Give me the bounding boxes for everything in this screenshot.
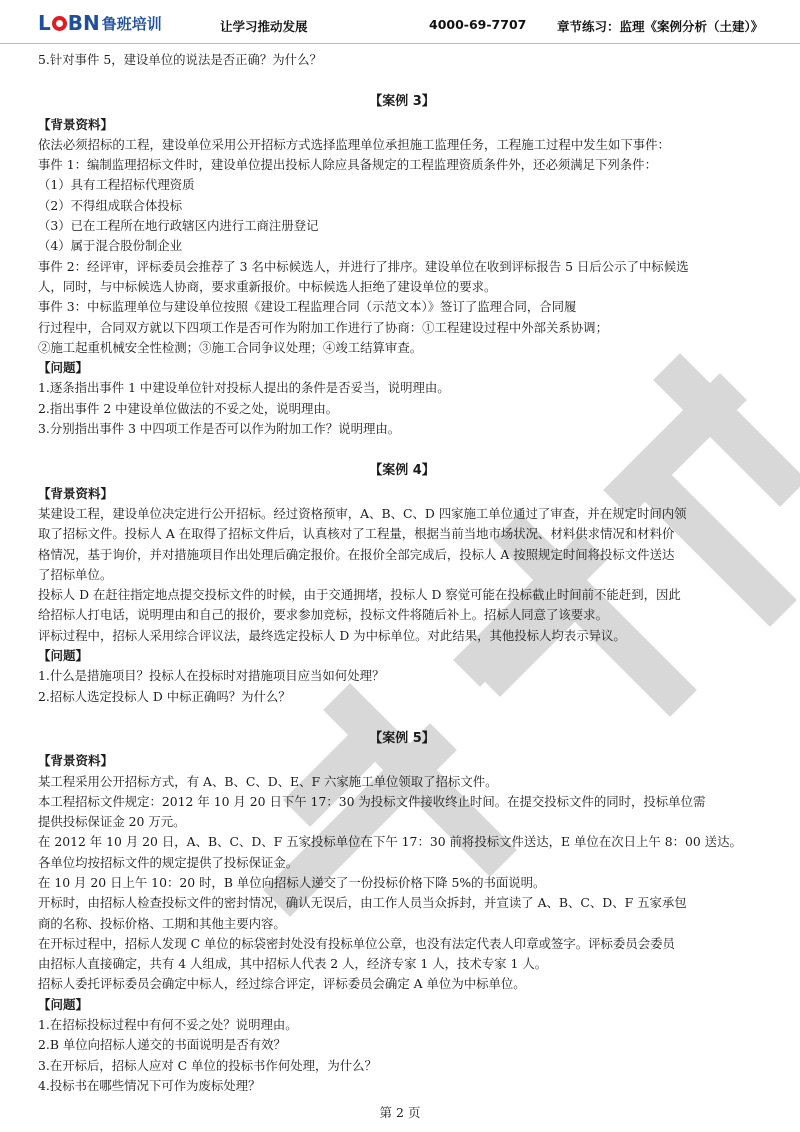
- bg-line: 投标人 D 在赶往指定地点提交投标文件的时候，由于交通拥堵，投标人 D 察觉可能在投标截止时间前不能赶到，因此: [38, 587, 681, 603]
- question-line: 3.分别指出事件 3 中四项工作是否可以作为附加工作？说明理由。: [38, 421, 401, 437]
- header-slogan: 让学习推动发展: [220, 19, 308, 34]
- page-number: 第 2 页: [379, 1105, 421, 1120]
- bg-line: 人，同时，与中标候选人协商，要求重新报价。中标候选人拒绝了建设单位的要求。: [38, 278, 497, 294]
- bg-line: 某建设工程，建设单位决定进行公开招标。经过资格预审，A、B、C、D 四家施工单位通过了审查，并在规定时间内领: [38, 505, 687, 521]
- background-heading: 【背景资料】: [38, 485, 114, 501]
- questions-heading: 【问题】: [38, 996, 89, 1012]
- bg-line: （3）已在工程所在地行政辖区内进行工商注册登记: [38, 218, 319, 234]
- case-title: 【案例 3】: [369, 94, 435, 110]
- bg-line: 评标过程中，招标人采用综合评议法，最终选定投标人 D 为中标单位。对此结果，其他投标人均表示异议。: [38, 627, 626, 643]
- question-line: 1.逐条指出事件 1 中建设单位针对投标人提出的条件是否妥当，说明理由。: [38, 380, 450, 396]
- logo-name: 鲁班培训: [101, 14, 162, 33]
- bg-line: 行过程中，合同双方就以下四项工作是否可作为附加工作进行了协商：①工程建设过程中外部关系协调；: [38, 319, 608, 335]
- bg-line: 格情况，基于询价，并对措施项目作出处理后确定报价。在报价全部完成后，投标人 A 按照规定时间将投标文件送达: [38, 546, 675, 562]
- bg-line: 各单位均按招标文件的规定提供了投标保证金。: [38, 854, 299, 870]
- case-title: 【案例 4】: [369, 463, 435, 479]
- question-line: 3.在开标后，招标人应对 C 单位的投标书作何处理，为什么？: [38, 1057, 377, 1073]
- bg-line: 由招标人直接确定，共有 4 人组成，其中招标人代表 2 人，经济专家 1 人，技术专家 1 人。: [38, 956, 548, 972]
- bg-line: 取了招标文件。投标人 A 在取得了招标文件后，认真核对了工程量，根据当前当地市场状况、材料供求情况和材料价: [38, 526, 675, 542]
- bg-line: 在开标过程中，招标人发现 C 单位的标袋密封处没有投标单位公章，也没有法定代表人印章或签字。评标委员会委员: [38, 935, 675, 951]
- bg-line: （2）不得组成联合体投标: [38, 197, 183, 213]
- header-phone: 4000-69-7707: [429, 17, 527, 32]
- question-line: 4.投标书在哪些情况下可作为废标处理？: [38, 1077, 261, 1093]
- bg-line: 给招标人打电话，说明理由和自己的报价，要求参加竞标，投标文件将随后补上。招标人同意了该要求。: [38, 607, 608, 623]
- document-body: [38, 50, 766, 1096]
- question-line: 1.在招标投标过程中有何不妥之处？说明理由。: [38, 1017, 298, 1033]
- bg-line: （4）属于混合股份制企业: [38, 238, 183, 254]
- bg-line: 事件 3：中标监理单位与建设单位按照《建设工程监理合同（示范文本）》签订了监理合同，合同履: [38, 299, 577, 315]
- logo-o-icon: [52, 16, 67, 31]
- logo-mark: L BN: [38, 11, 100, 35]
- case-title: 【案例 5】: [369, 730, 435, 746]
- bg-line: 招标人委托评标委员会确定中标人，经过综合评定，评标委员会确定 A 单位为中标单位。: [38, 976, 526, 992]
- bg-line: 事件 1：编制监理招标文件时，建设单位提出投标人除应具备规定的工程监理资质条件外，还必须满足下列条件：: [38, 157, 657, 173]
- question-line: 2.招标人选定投标人 D 中标正确吗？为什么？: [38, 688, 291, 704]
- bg-line: 商的名称、投标价格、工期和其他主要内容。: [38, 915, 286, 931]
- bg-line: （1）具有工程招标代理资质: [38, 177, 195, 193]
- bg-line: 依法必须招标的工程，建设单位采用公开招标方式选择监理单位承担施工监理任务，工程施工过程中发生如下事件：: [38, 136, 670, 152]
- bg-line: 提供投标保证金 20 万元。: [38, 814, 186, 830]
- question-line: 2.指出事件 2 中建设单位做法的不妥之处，说明理由。: [38, 400, 339, 416]
- bg-line: 在 2012 年 10 月 20 日，A、B、C、D、F 五家投标单位在下午 17：30 前将投标文件送达，E 单位在次日上午 8：00 送达。: [38, 834, 742, 850]
- lobn-logo: [38, 10, 162, 36]
- header-chapter: 章节练习：监理《案例分析（土建）》: [557, 19, 764, 34]
- bg-line: ②施工起重机械安全性检测；③施工合同争议处理；④竣工结算审查。: [38, 339, 423, 355]
- case-5: [38, 729, 766, 1096]
- question-line: 2.B 单位向招标人递交的书面说明是否有效？: [38, 1037, 286, 1053]
- bg-line: 开标时，由招标人检查投标文件的密封情况，确认无误后，由工作人员当众拆封，并宣读了 A、B、C、D、F 五家承包: [38, 895, 687, 911]
- bg-line: 在 10 月 20 日上午 10：20 时，B 单位向招标人递交了一份投标价格下降 5%的书面说明。: [38, 874, 546, 890]
- case-4: [38, 461, 766, 707]
- previous-question: 5.针对事件 5，建设单位的说法是否正确？为什么？: [38, 52, 322, 67]
- question-line: 1.什么是措施项目？投标人在投标时对措施项目应当如何处理？: [38, 668, 385, 684]
- questions-heading: 【问题】: [38, 648, 89, 664]
- bg-line: 本工程招标文件规定：2012 年 10 月 20 日下午 17：30 为投标文件接收终止时间。在提交投标文件的同时，投标单位需: [38, 793, 706, 809]
- background-heading: 【背景资料】: [38, 753, 114, 769]
- page-header: [0, 0, 800, 44]
- bg-line: 事件 2：经评审，评标委员会推荐了 3 名中标候选人，并进行了排序。建设单位在收到评标报告 5 日后公示了中标候选: [38, 258, 689, 274]
- bg-line: 了招标单位。: [38, 566, 113, 582]
- questions-heading: 【问题】: [38, 360, 89, 376]
- case-3: [38, 92, 766, 439]
- bg-line: 某工程采用公开招标方式，有 A、B、C、D、E、F 六家施工单位领取了招标文件。: [38, 773, 498, 789]
- background-heading: 【背景资料】: [38, 116, 114, 132]
